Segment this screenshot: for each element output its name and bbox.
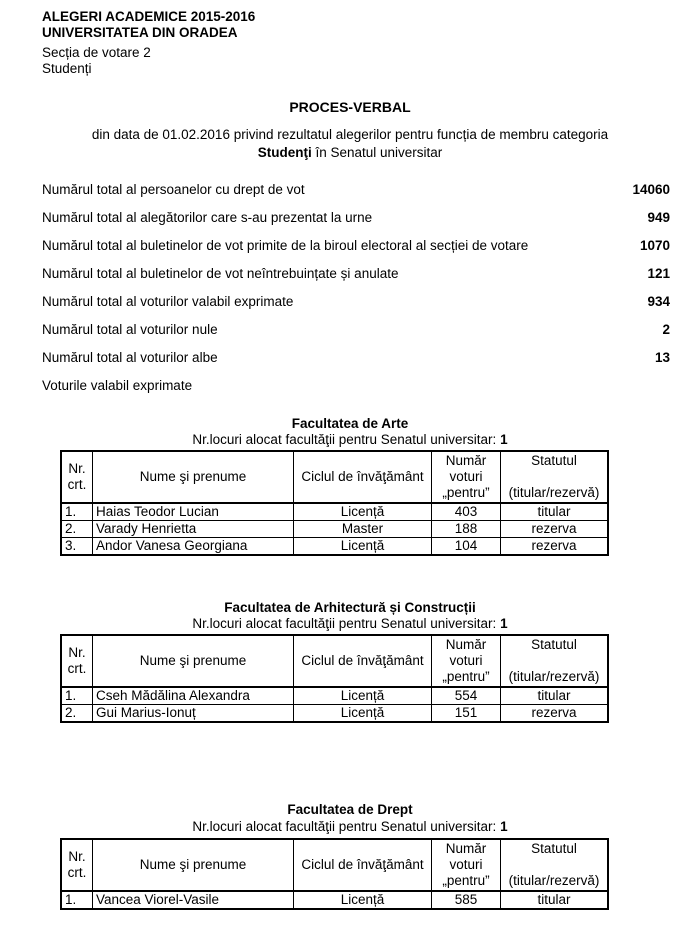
col-votes: Număr voturi „pentru” <box>432 839 501 891</box>
stat-value: 949 <box>647 210 670 225</box>
stat-label: Numărul total al buletinelor de vot primite de la biroul electoral al secției de votare <box>42 238 529 253</box>
col-nr: Nr. crt. <box>61 451 93 503</box>
faculty-seats <box>0 432 700 447</box>
col-name: Nume şi prenume <box>93 635 294 687</box>
valid-votes-label: Voturile valabil exprimate <box>42 378 193 393</box>
col-name: Nume şi prenume <box>93 451 294 503</box>
stat-label: Numărul total al alegătorilor care s-au prezentat la urne <box>42 210 373 225</box>
university-name: UNIVERSITATEA DIN ORADEA <box>42 25 238 40</box>
table-row: 2. Varady Henrietta Master 188 rezerva <box>61 521 608 538</box>
table-row: 1. Cseh Mădălina Alexandra Licență 554 titular <box>61 687 608 705</box>
col-nr: Nr. crt. <box>61 635 93 687</box>
document-subtitle-category <box>0 145 700 160</box>
stat-label: Numărul total al voturilor albe <box>42 350 218 365</box>
document-title: PROCES-VERBAL <box>289 99 411 115</box>
col-votes: Număr voturi „pentru” <box>432 635 501 687</box>
candidates-table <box>60 450 609 556</box>
candidates-table <box>60 838 609 910</box>
faculty-title: Facultatea de Arhitectură și Construcții <box>224 600 476 615</box>
faculty-seats-count: 1 <box>500 819 508 834</box>
stat-label: Numărul total al buletinelor de vot neîntrebuințate și anulate <box>42 266 399 281</box>
col-status: Statutul (titular/rezervă) <box>501 451 609 503</box>
stat-value: 14060 <box>632 182 670 197</box>
col-ciclu: Ciclul de învăţământ <box>294 839 432 891</box>
col-votes: Număr voturi „pentru” <box>432 451 501 503</box>
stat-value: 1070 <box>639 238 670 253</box>
category-label: Studenți <box>42 61 92 76</box>
col-ciclu: Ciclul de învăţământ <box>294 635 432 687</box>
document-subtitle: din data de 01.02.2016 privind rezultatul alegerilor pentru funcția de membru categoria <box>91 127 609 142</box>
faculty-seats <box>0 819 700 834</box>
faculty-seats-count: 1 <box>500 616 508 631</box>
faculty-seats-label: Nr.locuri alocat facultăţii pentru Senatul universitar: <box>192 432 497 447</box>
table-row: 3. Andor Vanesa Georgiana Licență 104 rezerva <box>61 538 608 556</box>
stat-value: 934 <box>647 294 670 309</box>
faculty-seats-label: Nr.locuri alocat facultăţii pentru Senatul universitar: <box>192 819 497 834</box>
stat-label: Numărul total al voturilor nule <box>42 322 218 337</box>
faculty-title: Facultatea de Drept <box>287 802 413 817</box>
voting-section: Secția de votare 2 <box>42 45 151 60</box>
col-name: Nume şi prenume <box>93 839 294 891</box>
stat-value: 121 <box>647 266 670 281</box>
col-nr: Nr. crt. <box>61 839 93 891</box>
faculty-title: Facultatea de Arte <box>291 416 409 431</box>
table-row: 2. Gui Marius-Ionuț Licență 151 rezerva <box>61 705 608 723</box>
table-row: 1. Haias Teodor Lucian Licență 403 titular <box>61 503 608 521</box>
category-bold: Studenţi <box>257 145 312 160</box>
table-row: 1. Vancea Viorel-Vasile Licență 585 titular <box>61 891 608 909</box>
faculty-seats-count: 1 <box>500 432 508 447</box>
stat-label: Numărul total al voturilor valabil exprimate <box>42 294 294 309</box>
category-rest: în Senatul universitar <box>311 145 443 160</box>
col-ciclu: Ciclul de învăţământ <box>294 451 432 503</box>
stat-value: 13 <box>654 350 670 365</box>
election-title: ALEGERI ACADEMICE 2015-2016 <box>42 9 256 24</box>
faculty-seats-label: Nr.locuri alocat facultăţii pentru Senatul universitar: <box>192 616 497 631</box>
stat-label: Numărul total al persoanelor cu drept de vot <box>42 182 305 197</box>
col-status: Statutul (titular/rezervă) <box>501 635 609 687</box>
faculty-seats <box>0 616 700 631</box>
col-status: Statutul (titular/rezervă) <box>501 839 609 891</box>
stat-value: 2 <box>662 322 670 337</box>
candidates-table <box>60 634 609 723</box>
